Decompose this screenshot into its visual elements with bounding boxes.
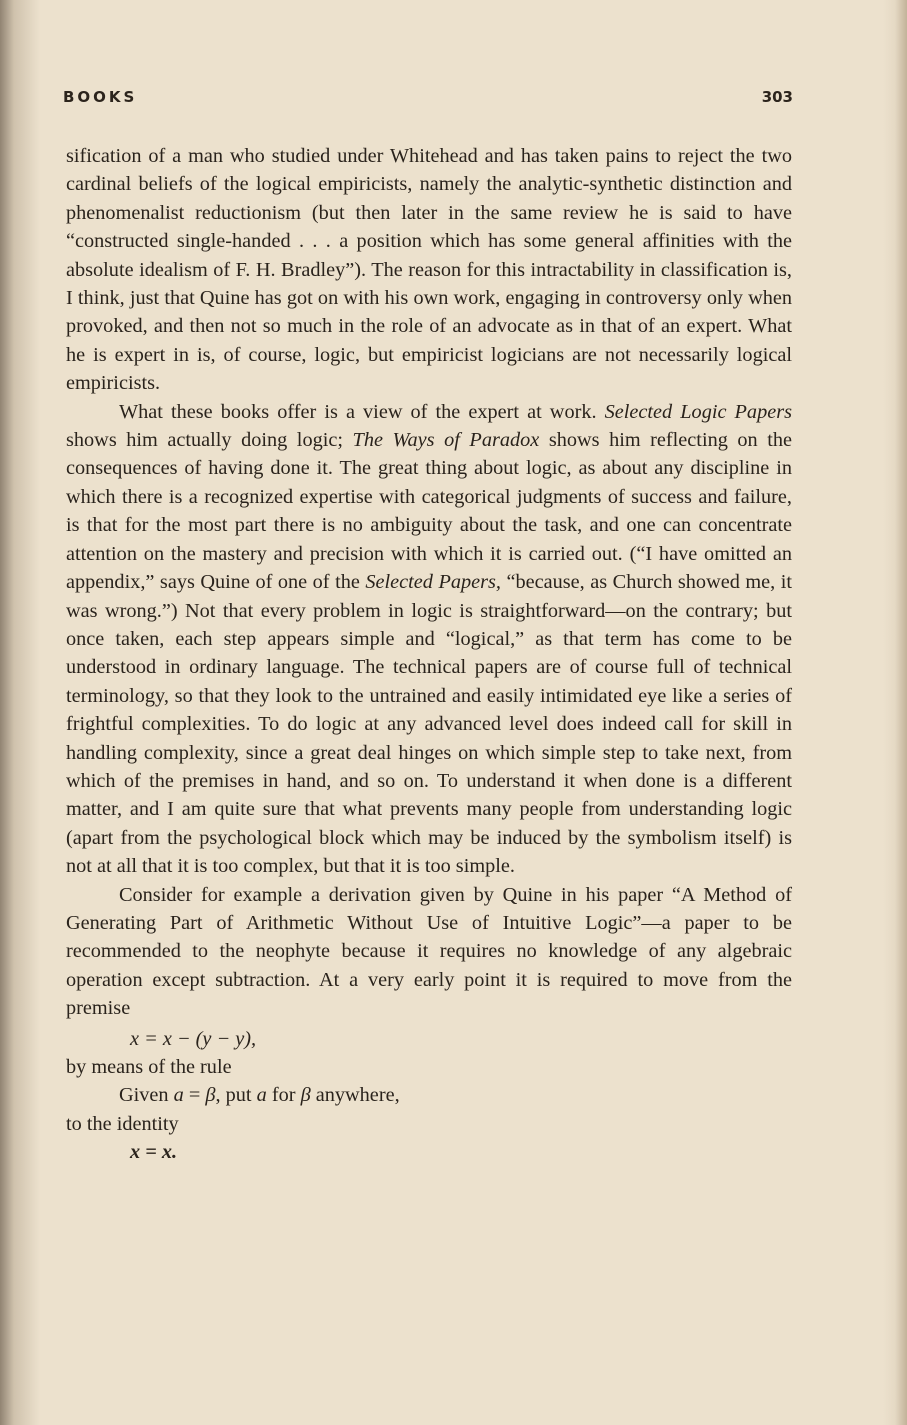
to-identity-line: to the identity [66, 1112, 179, 1135]
conclusion-formula: x = x. [130, 1141, 178, 1164]
paragraph-2-text-c: shows him reflecting on the consequences of having done it. The great thing about logic, as about any discipline in which there is a recognized expertise with categorical judgments of success and failure, is that for the most part there is no ambiguity about the task, and one can concentrate attention on the mastery and precision with which it is carried out. (“I have omitted an appendix,” says Quine of one of the [66, 429, 792, 594]
running-head: BOOKS [63, 88, 138, 106]
rule-beta: β [205, 1084, 216, 1107]
rule-line [66, 1081, 792, 1109]
body-text [66, 142, 792, 1167]
page-header [63, 88, 793, 116]
book-title-selected-logic-papers: Selected Logic Papers [604, 400, 792, 423]
paragraph-1-text: sification of a man who studied under Whitehead and has taken pains to reject the two cardinal beliefs of the logical empiricists, namely the analytic-synthetic distinction and phenomenalist reductionism (but then later in the same review he is said to have “constructed single-handed . . . a position which has some general affinities with the absolute idealism of F. H. Bradley”). The reason for this intractability in classification is, I think, just that Quine has got on with his own work, engaging in controversy only when provoked, and then not so much in the role of an advocate as in that of an expert. What he is expert in is, of course, logic, but empiricist logicians are not necessarily logical empiricists. [66, 145, 792, 395]
rule-for: for [266, 1084, 301, 1107]
book-title-selected-papers: Selected Papers, [365, 571, 501, 594]
paragraph-2-text-a: What these books offer is a view of the expert at work. [119, 400, 605, 423]
by-rule-line: by means of the rule [66, 1056, 232, 1078]
rule-alpha-2: a [256, 1084, 267, 1107]
rule-given: Given [119, 1084, 174, 1107]
rule-alpha: a [173, 1084, 184, 1107]
book-title-ways-of-paradox: The Ways of Paradox [352, 429, 540, 452]
paragraph-3 [66, 881, 792, 1023]
paragraph-2-text-d: “because, as Church showed me, it was wrong.”) Not that every problem in logic is straightforward—on the contrary; but once taken, each step appears simple and “logical,” as that term has come to be understood in ordinary language. The technical papers are of course full of technical terminology, so that they look to the untrained and easily intimidated eye like a series of frightful complexities. To do logic at any advanced level does indeed call for skill in handling complexity, since a great deal hinges on which simple step to take next, from which of the premises in hand, and so on. To understand it when done is a different matter, and I am quite sure that what prevents many people from understanding logic (apart from the psychological block which may be induced by the symbolism itself) is not at all that it is too complex, but that it is too simple. [66, 571, 793, 878]
rule-put: , put [215, 1084, 257, 1107]
premise-formula: x = x − (y − y), [130, 1027, 257, 1050]
paragraph-1 [66, 142, 792, 398]
rule-beta-2: β [300, 1084, 311, 1107]
paragraph-2-text-b: shows him actually doing logic; [66, 429, 353, 452]
rule-equals: = [183, 1084, 206, 1107]
paragraph-3-text: Consider for example a derivation given by Quine in his paper “A Method of Generating Part of Arithmetic Without Use of Intuitive Logic”—a paper to be recommended to the neophyte because it requires no knowledge of any algebraic operation except subtraction. At a very early point it is required to move from the premise [66, 883, 792, 1020]
paragraph-2 [66, 398, 792, 881]
rule-anywhere: anywhere, [310, 1084, 400, 1107]
page-number: 303 [761, 88, 793, 106]
